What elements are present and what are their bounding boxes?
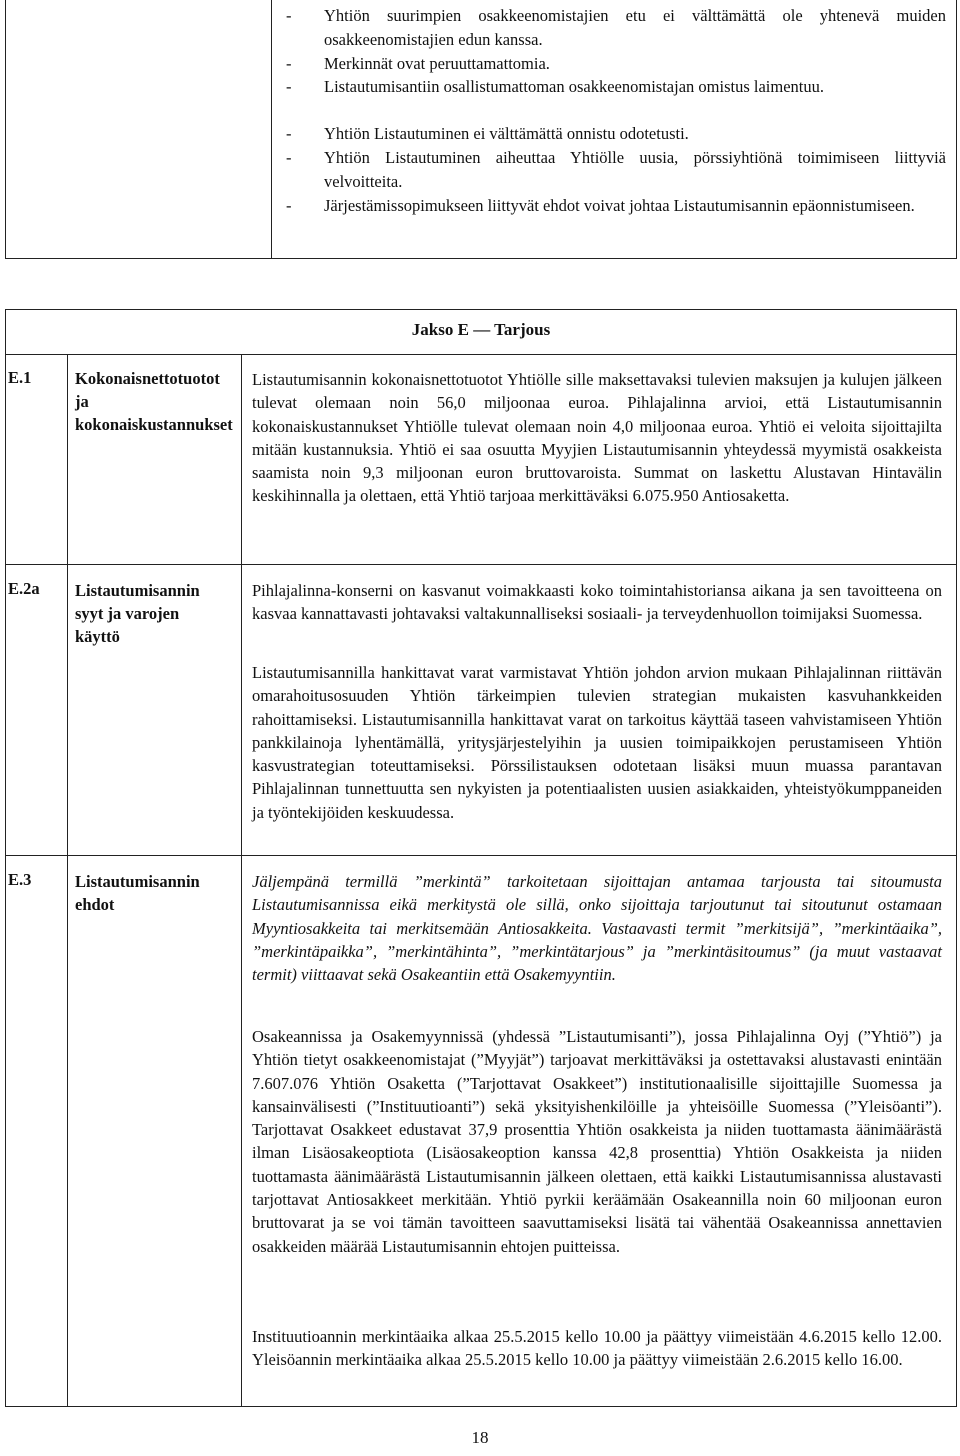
- row-paragraph: Instituutioannin merkintäaika alkaa 25.5.2015 kello 10.00 ja päättyy viimeistään 4.6.2015 kello 12.00. Yleisöannin merkintäaika alkaa 25.5.2015 kello 10.00 ja päättyy viimeistään 2.6.2015 kello 16.00.: [252, 1327, 942, 1370]
- row-heading: Listautumisannin syyt ja varojen käyttö: [75, 581, 200, 646]
- column-divider: [271, 0, 272, 258]
- risk-bullet: [286, 146, 946, 193]
- bullet-dash: -: [286, 124, 292, 143]
- bullet-text: Yhtiön Listautuminen aiheuttaa Yhtiölle uusia, pörssiyhtiönä toimimiseen liittyviä velvoitteita.: [324, 148, 946, 191]
- row-paragraph: Listautumisannilla hankittavat varat varmistavat Yhtiön johdon arvion mukaan Pihlajalinnan riittävän omarahoitusosuuden Yhtiön tärkeimpien tulevien strategian mukaisten kasvuhankkeiden rahoittamiseksi. Listautumisannilla hankittavat varat on tarkoitus käyttää taseen vahvistamiseen Yhtiön pankkilainoja lyhentämällä, yritysjärjestelyihin ja uusien toimipaikkojen perustamiseen Yhtiön kasvustrategian toteuttamiseksi. Pörssilistauksen odotetaan lisäksi muun muassa parantavan Pihlajalinnan tunnettuutta sen nykyisten ja potentiaalisten uusien asiakkaiden, yhteistyökumppaneiden ja työntekijöiden keskuudessa.: [252, 663, 942, 822]
- row-divider: [6, 855, 956, 856]
- bullet-text: Järjestämissopimukseen liittyvät ehdot voivat johtaa Listautumisannin epäonnistumiseen.: [324, 196, 915, 215]
- title-divider: [6, 354, 956, 355]
- bullet-dash: -: [286, 77, 292, 96]
- row-heading: Kokonaisnettotuotot ja kokonaiskustannukset: [75, 369, 233, 434]
- risk-bullet: [286, 194, 946, 218]
- row-paragraph: Pihlajalinna-konserni on kasvanut voimakkaasti koko toimintahistoriansa aikana ja sen tavoitteena on kasvaa kannattavasti johtavaksi valtakunnalliseksi sosiaali- ja terveydenhuollon toimijaksi Suomessa.: [252, 581, 942, 624]
- heading-column-divider: [241, 354, 242, 1406]
- bullet-dash: -: [286, 196, 292, 215]
- risk-bullet: [286, 122, 946, 146]
- bullet-text: Yhtiön Listautuminen ei välttämättä onnistu odotetusti.: [324, 124, 689, 143]
- row-paragraph: Listautumisannin kokonaisnettotuotot Yhtiölle sille maksettavaksi tulevien maksujen ja kulujen jälkeen tulevat olemaan noin 56,0 miljoonaa euroa. Pihlajalinna arvioi, että Listautumisannin kokonaiskustannukset Yhtiölle tulevat olemaan noin 4,0 miljoonaa euroa. Yhtiö ei veloita sijoittajilta mitään kustannuksia. Yhtiö ei saa osuutta Myyjien Listautumisannin yhteydessä myymistä osakkeista saamista noin 9,3 miljoonan euron bruttovaroista. Summat on laskettu Alustavan Hintavälin keskihinnalla ja olettaen, että Yhtiö tarjoaa merkittäväksi 6.075.950 Antiosaketta.: [252, 370, 942, 506]
- bullet-dash: -: [286, 54, 292, 73]
- bullet-dash: -: [286, 6, 292, 25]
- risk-bullet: [286, 4, 946, 51]
- bullet-text: Listautumisantiin osallistumattoman osakkeenomistajan omistus laimentuu.: [324, 77, 824, 96]
- code-column-divider: [67, 354, 68, 1406]
- risk-bullet: [286, 52, 946, 76]
- row-code: E.2a: [8, 579, 40, 598]
- risk-bullet: [286, 75, 946, 99]
- page-number: 18: [471, 1428, 489, 1447]
- row-paragraph: Jäljempänä termillä ”merkintä” tarkoitetaan sijoittajan antamaa tarjousta tai sitoumusta Listautumisannissa eikä merkitystä ole sillä, onko sijoittaja tarjoutunut tai sitoutunut ostamaan Myyntiosakkeita tai merkitsemään Antiosakkeita. Vastaavasti termit ”merkitsijä”, ”merkintäaika”, ”merkintäpaikka”, ”merkintähinta”, ”merkintätarjous” ja ”merkintäsitoumus” (ja muut vastaavat termit) viittaavat sekä Osakeantiin että Osakemyyntiin.: [252, 872, 942, 985]
- row-heading: Listautumisannin ehdot: [75, 872, 200, 914]
- row-paragraph: Osakeannissa ja Osakemyynnissä (yhdessä ”Listautumisanti”), jossa Pihlajalinna Oyj (”Yhtiö”) ja Yhtiön tietyt osakkeenomistajat (”Myyjät”) tarjoavat merkittäväksi ja ostettavaksi alustavasti enintään 7.607.076 Yhtiön Osaketta (”Tarjottavat Osakkeet”) institutionaalisille sijoittajille Suomessa ja kansainvälisesti (”Instituutioanti”) sekä yksityishenkilöille ja yhteisöille Suomessa (”Yleisöanti”). Tarjottavat Osakkeet edustavat 37,9 prosenttia Yhtiön osakkeista ja niiden tuottamasta äänimäärästä ilman Lisäosakeoptiota (Lisäosakeoption kanssa 42,8 prosenttia) Yhtiön Osakkeista ja niiden tuottamasta äänimäärästä Listautumisannin jälkeen olettaen, että kaikki Listautumisannissa alustavasti tarjottavat Antiosakkeet merkitään. Yhtiö pyrkii keräämään Osakeannilla noin 60 miljoonan euron bruttovarat ja se voi tämän tavoitteen saavuttamiseksi lisätä tai vähentää Osakeannissa annettavien osakkeiden määrää Listautumisannin ehtojen puitteissa.: [252, 1027, 942, 1256]
- bullet-text: Yhtiön suurimpien osakkeenomistajien etu ei välttämättä ole yhtenevä muiden osakkeenomistajien edun kanssa.: [324, 6, 946, 49]
- section-title: Jakso E — Tarjous: [411, 320, 551, 339]
- row-divider: [6, 564, 956, 565]
- bullet-dash: -: [286, 148, 292, 167]
- row-code: E.3: [8, 870, 32, 889]
- bullet-text: Merkinnät ovat peruuttamattomia.: [324, 54, 550, 73]
- row-code: E.1: [8, 368, 32, 387]
